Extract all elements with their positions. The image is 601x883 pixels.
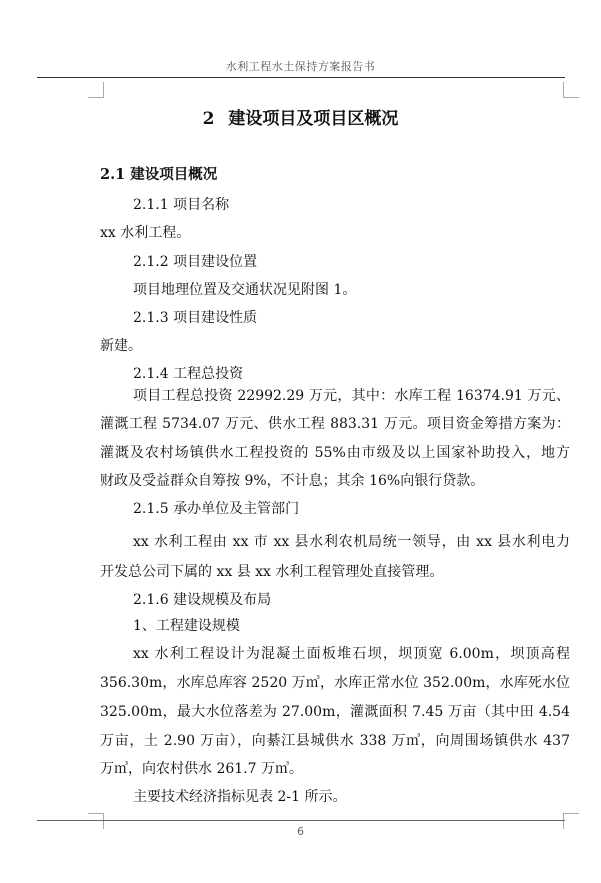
chapter-title: [0, 108, 601, 130]
paragraph-line: 新建。: [100, 338, 142, 354]
subsection-heading: 2.1.1 项目名称: [133, 197, 230, 213]
chapter-title-text: 建设项目及项目区概况: [228, 109, 399, 129]
paragraph-line: 项目工程总投资 22992.29 万元，其中：水库工程 16374.91 万元、: [133, 388, 570, 404]
section-heading: 2.1 建设项目概况: [100, 166, 218, 183]
subsection-heading: 2.1.3 项目建设性质: [133, 310, 258, 326]
header-rule: [37, 77, 565, 78]
running-header: 水利工程水土保持方案报告书: [225, 60, 376, 73]
crop-mark-top-right: [563, 82, 579, 98]
paragraph-line: 356.30m，水库总库容 2520 万㎥，水库正常水位 352.00m，水库死水位: [100, 675, 570, 691]
paragraph-line: 万㎥，向农村供水 261.7 万㎥。: [100, 761, 303, 777]
paragraph-line: 灌溉及农村场镇供水工程投资的 55%由市级及以上国家补助投入，地方: [100, 445, 570, 461]
list-heading: 1、工程建设规模: [133, 618, 240, 634]
subsection-heading: 2.1.6 建设规模及布局: [133, 592, 272, 608]
paragraph-line: 财政及受益群众自筹按 9%，不计息；其余 16%向银行贷款。: [100, 473, 485, 489]
subsection-heading: 2.1.5 承办单位及主管部门: [133, 501, 300, 517]
paragraph-line: 灌溉工程 5734.07 万元、供水工程 883.31 万元。项目资金筹措方案为：: [100, 416, 570, 432]
crop-mark-top-left: [88, 82, 104, 98]
page-number: 6: [297, 825, 304, 838]
paragraph-line: xx 水利工程由 xx 市 xx 县水利农机局统一领导，由 xx 县水利电力: [133, 534, 570, 550]
footer-rule: [37, 820, 565, 821]
subsection-heading: 2.1.2 项目建设位置: [133, 254, 258, 270]
paragraph-line: xx 水利工程。: [100, 225, 191, 241]
paragraph-line: 万亩，土 2.90 万亩），向綦江县城供水 338 万㎥，向周围场镇供水 437: [100, 733, 570, 749]
chapter-number: 2: [202, 109, 215, 129]
paragraph-line: 开发总公司下属的 xx 县 xx 水利工程管理处直接管理。: [100, 564, 444, 580]
paragraph-line: 主要技术经济指标见表 2-1 所示。: [133, 789, 347, 805]
paragraph-line: xx 水利工程设计为混凝土面板堆石坝，坝顶宽 6.00m，坝顶高程: [133, 646, 570, 662]
subsection-heading: 2.1.4 工程总投资: [133, 366, 244, 382]
paragraph-line: 325.00m，最大水位落差为 27.00m，灌溉面积 7.45 万亩（其中田 4.54: [100, 704, 570, 720]
paragraph-line: 项目地理位置及交通状况见附图 1。: [133, 282, 357, 298]
